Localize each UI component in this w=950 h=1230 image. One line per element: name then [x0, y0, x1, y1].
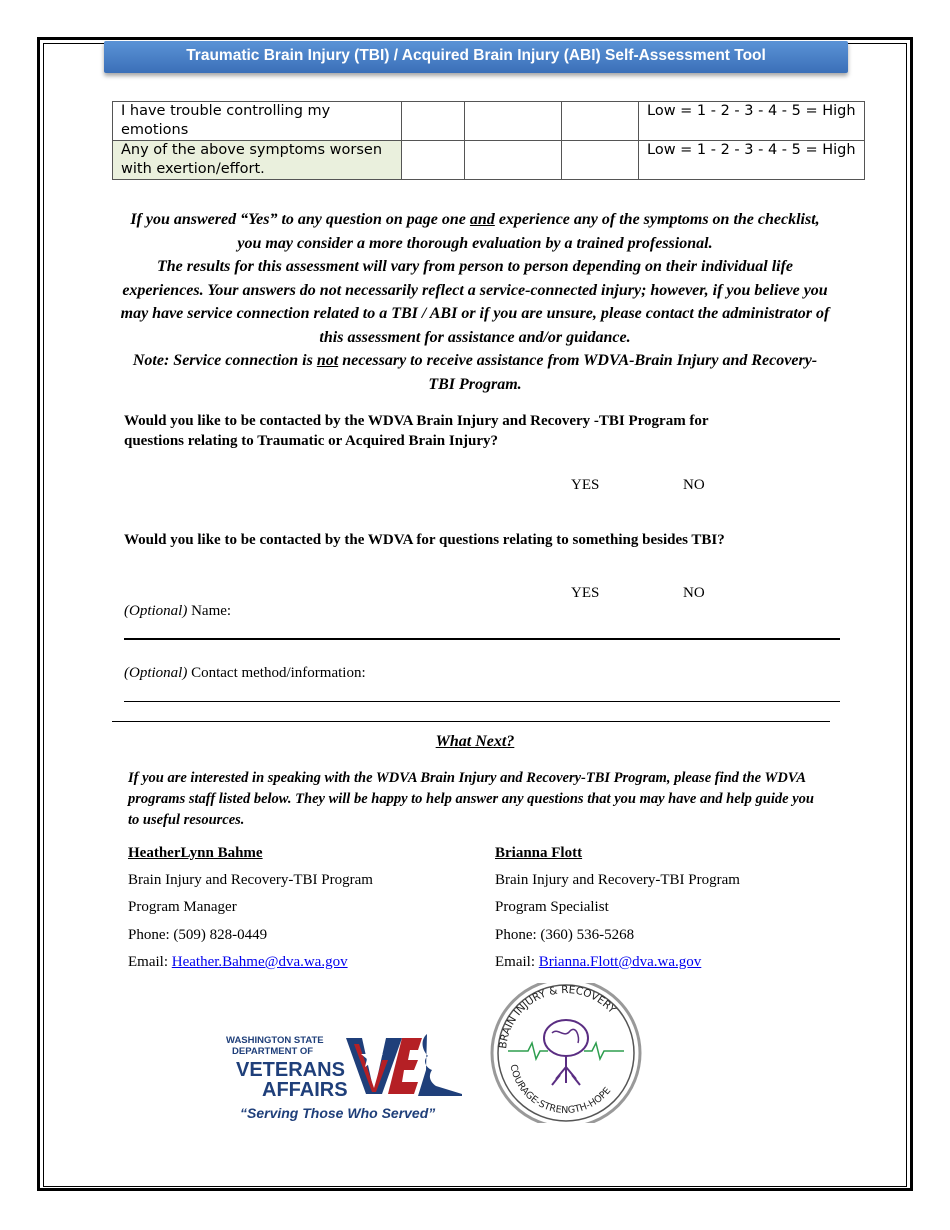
header-title-bar — [104, 41, 848, 73]
staff-email-row: Email: Heather.Bahme@dva.wa.gov — [128, 953, 348, 970]
table-row — [113, 102, 865, 141]
yes-option-tbi[interactable]: YES — [571, 477, 600, 493]
optional-contact-label: (Optional) Contact method/information: — [124, 665, 366, 681]
advice-paragraph-2: The results for this assessment will vary from person to person depending on their individual life experiences. Your answers do not necessarily reflect a service-connected injury; however, if you believe you may have service connection related to a TBI / ABI or if you are unsure, please contact the administrator of this assessment for assistance and/or guidance. — [120, 258, 830, 346]
staff-email-link[interactable]: Brianna.Flott@dva.wa.gov — [538, 953, 702, 970]
no-option-tbi[interactable]: NO — [683, 477, 705, 493]
staff-role: Program Manager — [128, 899, 237, 916]
staff-name: Brianna Flott — [495, 845, 583, 861]
answer-cell[interactable] — [402, 102, 465, 141]
svg-text:VETERANS: VETERANS — [236, 1059, 345, 1081]
staff-email-row: Email: Brianna.Flott@dva.wa.gov — [495, 953, 702, 970]
advice-paragraph-3: Note: Service connection is not necessary to receive assistance from WDVA-Brain Injury and Recovery-TBI Program. — [132, 352, 818, 393]
staff-role: Program Specialist — [495, 899, 609, 916]
no-option-other[interactable]: NO — [683, 585, 705, 601]
contact-input-line[interactable] — [124, 701, 840, 702]
symptom-checklist-table — [112, 101, 865, 180]
symptom-question: I have trouble controlling my emotions — [113, 102, 402, 141]
brain-injury-recovery-seal — [488, 983, 644, 1123]
name-input-line[interactable] — [124, 638, 840, 640]
answer-cell[interactable] — [402, 141, 465, 180]
advice-text — [120, 208, 830, 396]
what-next-heading: What Next? — [435, 733, 515, 750]
answer-cell[interactable] — [562, 141, 639, 180]
svg-text:WASHINGTON STATE: WASHINGTON STATE — [226, 1035, 324, 1046]
yes-option-other[interactable]: YES — [571, 585, 600, 601]
optional-name-label: (Optional) Name: — [124, 603, 232, 619]
section-divider — [112, 721, 830, 722]
staff-program: Brain Injury and Recovery-TBI Program — [495, 872, 740, 889]
staff-program: Brain Injury and Recovery-TBI Program — [128, 872, 373, 889]
staff-phone: Phone: (360) 536-5268 — [495, 926, 635, 943]
severity-scale[interactable]: Low = 1 - 2 - 3 - 4 - 5 = High — [639, 102, 865, 141]
advice-paragraph-1: If you answered “Yes” to any question on page one and experience any of the symptoms on the checklist, you may consider a more thorough evaluation by a trained professional. — [130, 211, 820, 252]
what-next-intro: If you are interested in speaking with the WDVA Brain Injury and Recovery-TBI Program, please find the WDVA programs staff listed below. They will be happy to help answer any questions that you may have and help guide you to useful resources. — [128, 770, 814, 828]
table-row — [113, 141, 865, 180]
contact-question-tbi: Would you like to be contacted by the WDVA Brain Injury and Recovery -TBI Program for questions relating to Traumatic or Acquired Brain Injury? — [124, 413, 709, 449]
answer-cell[interactable] — [562, 102, 639, 141]
svg-text:COURAGE-STRENGTH-HOPE: COURAGE-STRENGTH-HOPE — [507, 1063, 614, 1117]
severity-scale[interactable]: Low = 1 - 2 - 3 - 4 - 5 = High — [639, 141, 865, 180]
wdva-silhouette-mark — [418, 1034, 462, 1096]
svg-text:DEPARTMENT OF: DEPARTMENT OF — [232, 1046, 314, 1057]
staff-contact-2 — [495, 840, 740, 976]
svg-text:“Serving Those Who Served”: “Serving Those Who Served” — [240, 1105, 436, 1121]
header-title: Traumatic Brain Injury (TBI) / Acquired Brain Injury (ABI) Self-Assessment Tool — [186, 47, 766, 64]
svg-text:AFFAIRS: AFFAIRS — [262, 1079, 348, 1101]
staff-email-link[interactable]: Heather.Bahme@dva.wa.gov — [171, 953, 348, 970]
symptom-question: Any of the above symptoms worsen with exertion/effort. — [113, 141, 402, 180]
staff-phone: Phone: (509) 828-0449 — [128, 926, 268, 943]
answer-cell[interactable] — [465, 102, 562, 141]
wdva-logo — [222, 1030, 467, 1125]
staff-name: HeatherLynn Bahme — [128, 845, 263, 861]
answer-cell[interactable] — [465, 141, 562, 180]
svg-text:BRAIN INJURY & RECOVERY: BRAIN INJURY & RECOVERY — [497, 983, 618, 1050]
contact-question-other: Would you like to be contacted by the WDVA for questions relating to something besides TBI? — [124, 532, 725, 548]
staff-contact-1 — [128, 840, 373, 976]
